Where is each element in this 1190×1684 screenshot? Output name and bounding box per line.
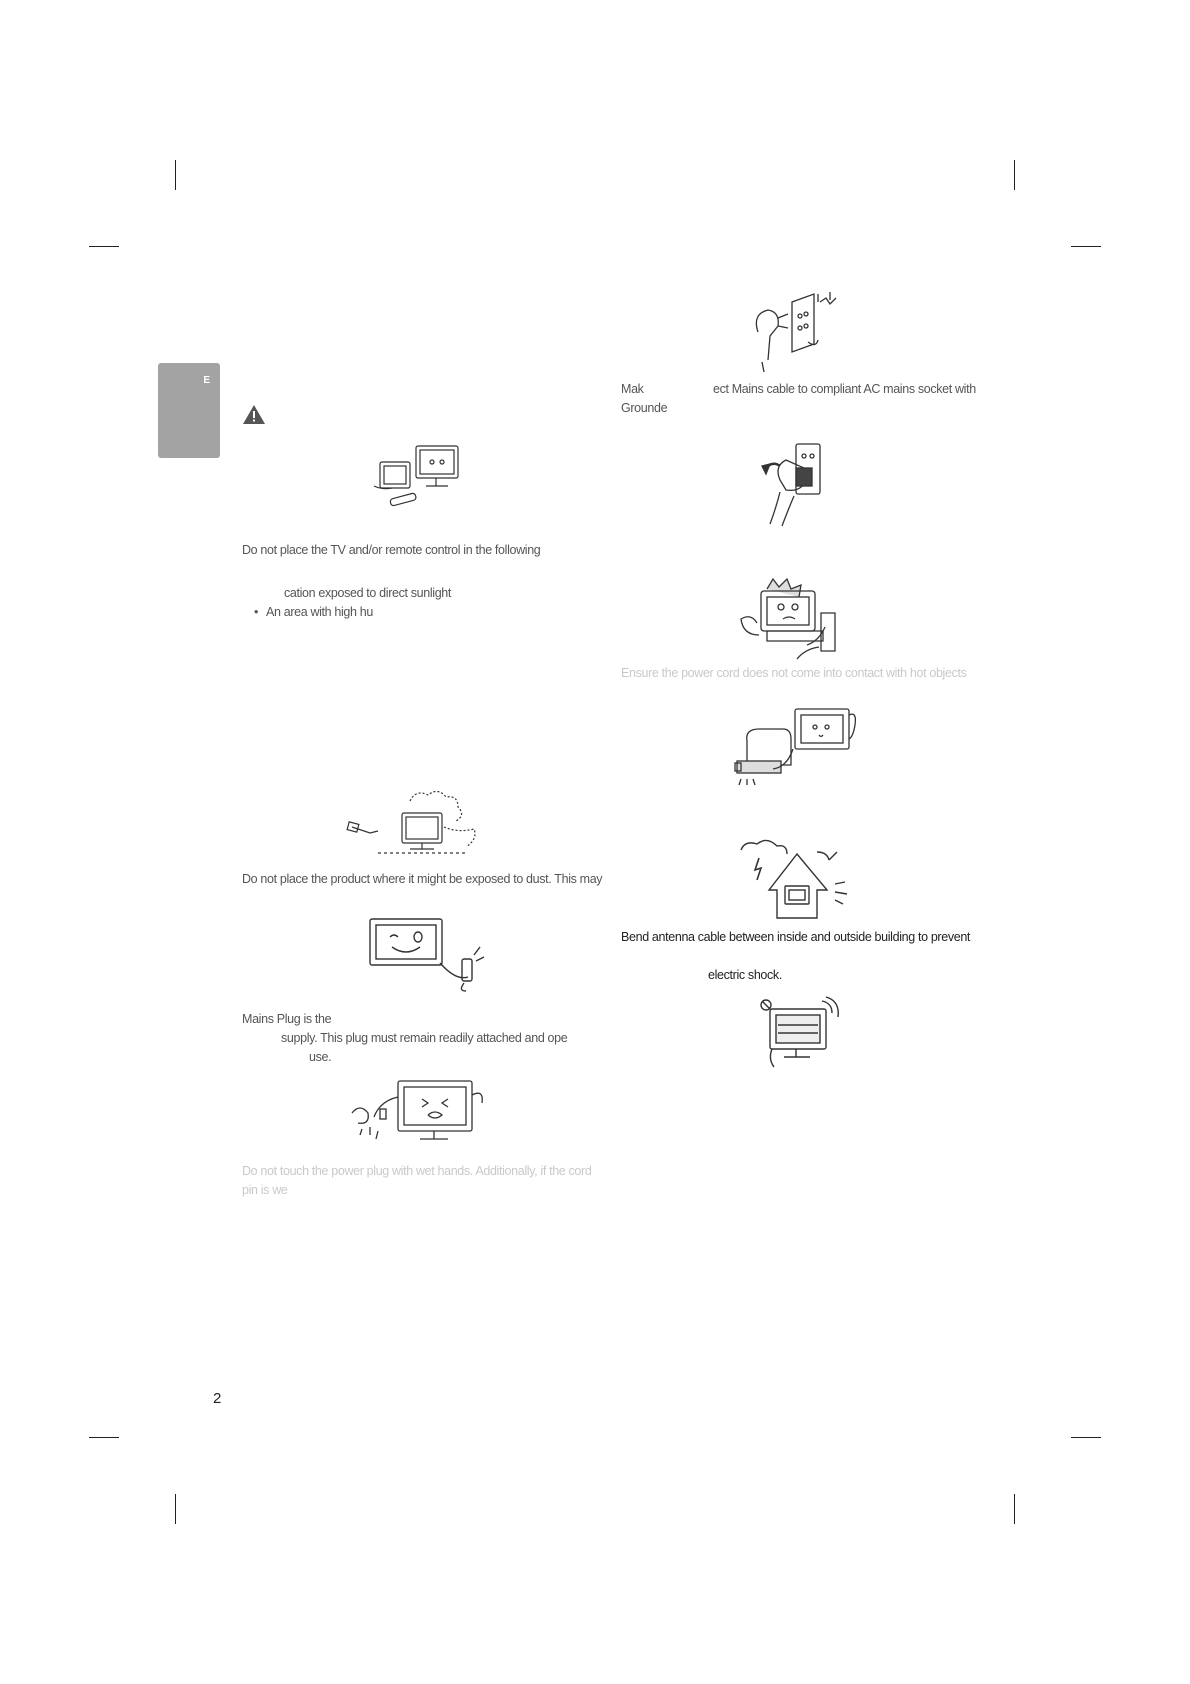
mains-plug-text-line3: use. xyxy=(309,1050,332,1064)
grounded-socket-illustration xyxy=(748,292,843,374)
crop-mark-bottom-left-horizontal xyxy=(89,1437,119,1438)
heater-illustration xyxy=(733,705,858,790)
caution-dust-text: Do not place the product where it might be exposed to dust. This may xyxy=(242,872,603,886)
wet-hands-illustration xyxy=(348,1075,488,1147)
wet-hands-text-line1: Do not touch the power plug with wet hands. Additionally, if the cord xyxy=(242,1164,592,1178)
plug-insert-illustration xyxy=(760,440,835,528)
mains-plug-text-line2: supply. This plug must remain readily attached and ope xyxy=(281,1031,568,1045)
caution-placement-text: Do not place the TV and/or remote control in the following xyxy=(242,543,541,557)
crop-mark-bottom-left-vertical xyxy=(175,1494,176,1524)
wet-hands-text-line2: pin is we xyxy=(242,1183,288,1197)
language-tab-letter: E xyxy=(203,375,210,386)
mains-plug-text-line1: Mains Plug is the xyxy=(242,1012,332,1026)
mains-plug-illustration xyxy=(352,915,484,991)
crop-mark-top-right-vertical xyxy=(1014,160,1015,190)
antenna-text-line1: Bend antenna cable between inside and outside building to prevent xyxy=(621,930,971,944)
ground-text-line1b: ect Mains cable to compliant AC mains socket with xyxy=(713,382,976,396)
list-item-humidity: An area with high hu xyxy=(266,605,373,619)
antenna-house-illustration xyxy=(737,840,855,920)
hot-objects-text: Ensure the power cord does not come into contact with hot objects xyxy=(621,666,967,680)
crop-mark-top-right-horizontal xyxy=(1071,246,1101,247)
list-bullet: • xyxy=(254,605,259,619)
language-tab xyxy=(158,363,220,458)
ground-text-line2: Grounde xyxy=(621,401,668,415)
dust-illustration xyxy=(348,787,483,857)
list-item-sunlight: cation exposed to direct sunlight xyxy=(284,586,452,600)
hot-objects-illustration xyxy=(737,575,857,660)
crop-mark-bottom-right-horizontal xyxy=(1071,1437,1101,1438)
ground-text-line1a: Mak xyxy=(621,382,644,396)
antenna-text-line2: electric shock. xyxy=(708,968,782,982)
tv-remote-illustration xyxy=(372,442,467,512)
crop-mark-top-left-vertical xyxy=(175,160,176,190)
warning-icon xyxy=(243,405,265,424)
page-number: 2 xyxy=(213,1390,222,1407)
crop-mark-bottom-right-vertical xyxy=(1014,1494,1015,1524)
tv-back-illustration xyxy=(758,995,836,1070)
crop-mark-top-left-horizontal xyxy=(89,246,119,247)
